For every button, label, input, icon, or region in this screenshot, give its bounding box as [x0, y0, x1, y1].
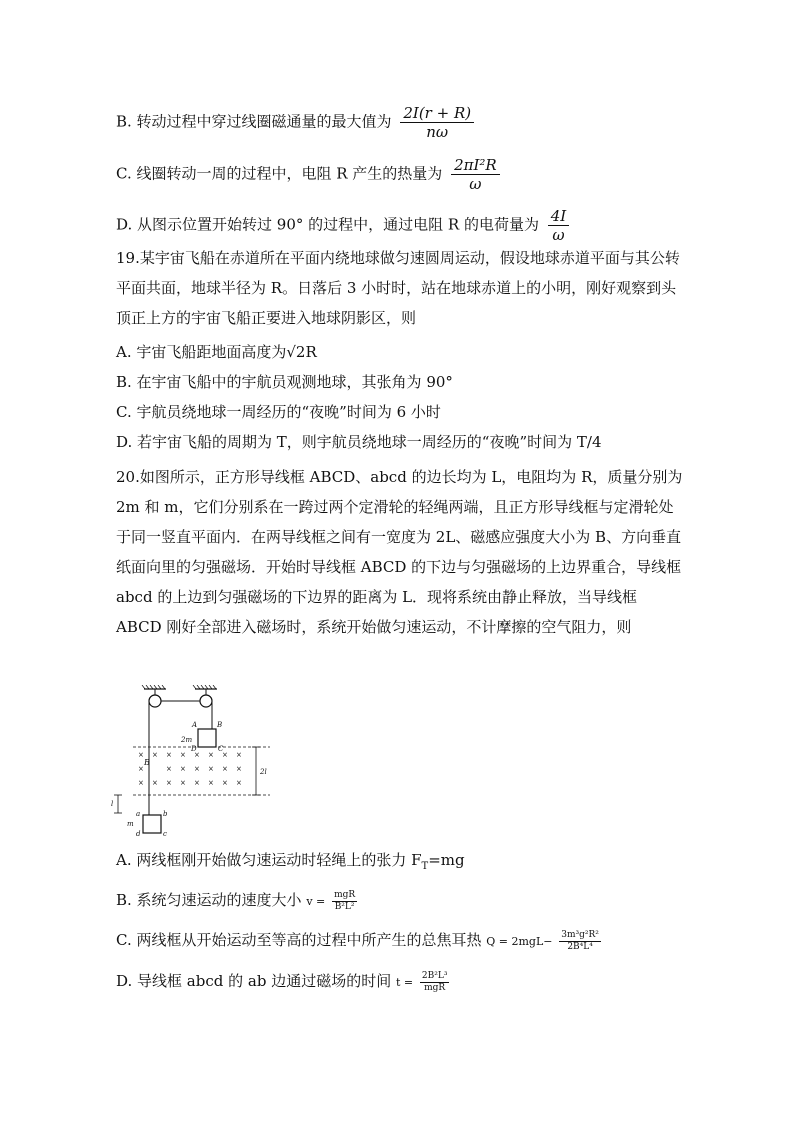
q20-option-c-text: C. 两线框从开始运动至等高的过程中所产生的总焦耳热: [116, 931, 482, 949]
q19-option-b: B. 在宇宙飞船中的宇航员观测地球，其张角为 90°: [116, 373, 453, 391]
label-d: d: [136, 830, 141, 837]
q18-b-numerator: 2I(r + R): [400, 104, 474, 123]
svg-text:×: ×: [138, 751, 144, 759]
q18-c-denominator: ω: [469, 175, 482, 193]
pulley-magnetic-field-diagram: [108, 685, 278, 837]
q18-option-b: [116, 104, 474, 141]
q19-option-a: A. 宇宙飞船距地面高度为√2R: [116, 343, 317, 361]
q20-option-d: [116, 970, 449, 994]
svg-text:×: ×: [194, 779, 200, 787]
svg-text:×: ×: [222, 765, 228, 773]
q18-d-numerator: 4I: [548, 207, 569, 226]
label-l: l: [111, 800, 114, 808]
svg-text:×: ×: [208, 765, 214, 773]
label-field-B: B: [144, 758, 150, 767]
q20-option-d-text: D. 导线框 abcd 的 ab 边通过磁场的时间: [116, 972, 392, 990]
q20-b-numerator: mgR: [334, 889, 356, 900]
q19-option-c: C. 宇航员绕地球一周经历的“夜晚”时间为 6 小时: [116, 403, 441, 421]
q20-option-b-lhs: v =: [306, 895, 326, 908]
svg-text:×: ×: [236, 779, 242, 787]
q19-option-d: D. 若宇宙飞船的周期为 T，则宇航员绕地球一周经历的“夜晚”时间为 T/4: [116, 433, 602, 451]
svg-text:×: ×: [208, 751, 214, 759]
q18-option-c-text: C. 线圈转动一周的过程中，电阻 R 产生的热量为: [116, 164, 443, 183]
q20-b-denominator: B²L²: [334, 901, 355, 912]
q18-option-d: [116, 207, 569, 244]
svg-text:×: ×: [166, 751, 172, 759]
svg-text:×: ×: [236, 765, 242, 773]
svg-text:×: ×: [222, 779, 228, 787]
q20-d-numerator: 2B²L³: [421, 970, 448, 981]
q20-option-a-text: A. 两线框刚开始做匀速运动时轻绳上的张力 F: [116, 851, 422, 869]
svg-text:×: ×: [180, 765, 186, 773]
label-2l: 2l: [260, 768, 267, 776]
q18-option-c-formula: [451, 156, 500, 193]
q19-stem: 19.某宇宙飞船在赤道所在平面内绕地球做匀速圆周运动，假设地球赤道平面与其公转平面共面，地球半径为 R。日落后 3 小时时，站在地球赤道上的小明，刚好观察到头顶正上方的宇宙飞船正要进入地球阴影区，则: [116, 249, 680, 327]
q20-option-d-formula: [420, 971, 450, 994]
svg-text:×: ×: [222, 751, 228, 759]
q18-option-d-formula: [548, 207, 569, 244]
label-c: c: [163, 830, 167, 837]
q20-option-b-formula: [332, 890, 357, 913]
label-C: C: [218, 745, 224, 753]
svg-text:×: ×: [194, 765, 200, 773]
q18-d-denominator: ω: [552, 226, 565, 244]
q20-option-b-text: B. 系统匀速运动的速度大小: [116, 891, 302, 909]
q18-option-b-text: B. 转动过程中穿过线圈磁通量的最大值为: [116, 112, 392, 131]
svg-text:×: ×: [138, 765, 144, 773]
svg-text:×: ×: [152, 751, 158, 759]
q20-option-a: [116, 849, 465, 878]
svg-text:×: ×: [138, 779, 144, 787]
svg-text:×: ×: [166, 779, 172, 787]
q20-stem: 20.如图所示，正方形导线框 ABCD、abcd 的边长均为 L，电阻均为 R，质量分别为 2m 和 m，它们分别系在一跨过两个定滑轮的轻绳两端，且正方形导线框与定滑轮处于同一竖直平面内．在两导线框之间有一宽度为 2L、磁感应强度大小为 B、方向垂直纸面向里的匀强磁场．开始时导线框 ABCD 的下边与匀强磁场的上边界重合，导线框 abcd 的上边到匀强磁场的下边界的距离为 L．现将系统由静止释放，当导线框 ABCD 刚好全部进入磁场时，系统开始做匀速运动，不计摩擦的空气阻力，则: [116, 468, 683, 636]
svg-text:×: ×: [236, 751, 242, 759]
svg-text:×: ×: [208, 779, 214, 787]
q18-option-c: [116, 156, 500, 193]
svg-text:×: ×: [180, 751, 186, 759]
q20-option-a-subscript: T: [421, 861, 429, 872]
q18-option-d-text: D. 从图示位置开始转过 90° 的过程中，通过电阻 R 的电荷量为: [116, 215, 539, 234]
ceiling-mount-right: [193, 685, 217, 695]
q20-c-numerator: 3m³g²R²: [561, 929, 599, 940]
q18-c-numerator: 2πI²R: [451, 156, 500, 175]
q20-option-c-lhs: Q = 2mgL−: [486, 935, 553, 948]
q18-option-b-formula: [400, 104, 474, 141]
label-a: a: [136, 810, 141, 818]
q20-option-a-tail: =mg: [428, 851, 465, 869]
q20-d-denominator: mgR: [424, 982, 446, 993]
q18-b-denominator: nω: [426, 123, 449, 141]
svg-text:×: ×: [166, 765, 172, 773]
q20-option-b: [116, 889, 357, 913]
svg-text:×: ×: [152, 779, 158, 787]
q20-c-denominator: 2B⁴L⁴: [567, 941, 593, 952]
label-B: B: [217, 721, 223, 729]
q20-option-c-formula: [559, 930, 601, 953]
q20-option-c: [116, 929, 601, 953]
svg-text:×: ×: [180, 779, 186, 787]
label-m: m: [127, 820, 134, 828]
label-D: D: [191, 745, 197, 753]
field-crosses: [138, 751, 242, 787]
frame-abcd-upper: [198, 729, 216, 747]
label-A: A: [192, 721, 198, 729]
label-b: b: [163, 810, 168, 818]
q20-option-d-lhs: t =: [395, 976, 414, 989]
ceiling-mount-left: [142, 685, 166, 695]
frame-abcd-lower: [143, 815, 161, 833]
svg-text:×: ×: [194, 751, 200, 759]
label-2m: 2m: [181, 736, 193, 744]
